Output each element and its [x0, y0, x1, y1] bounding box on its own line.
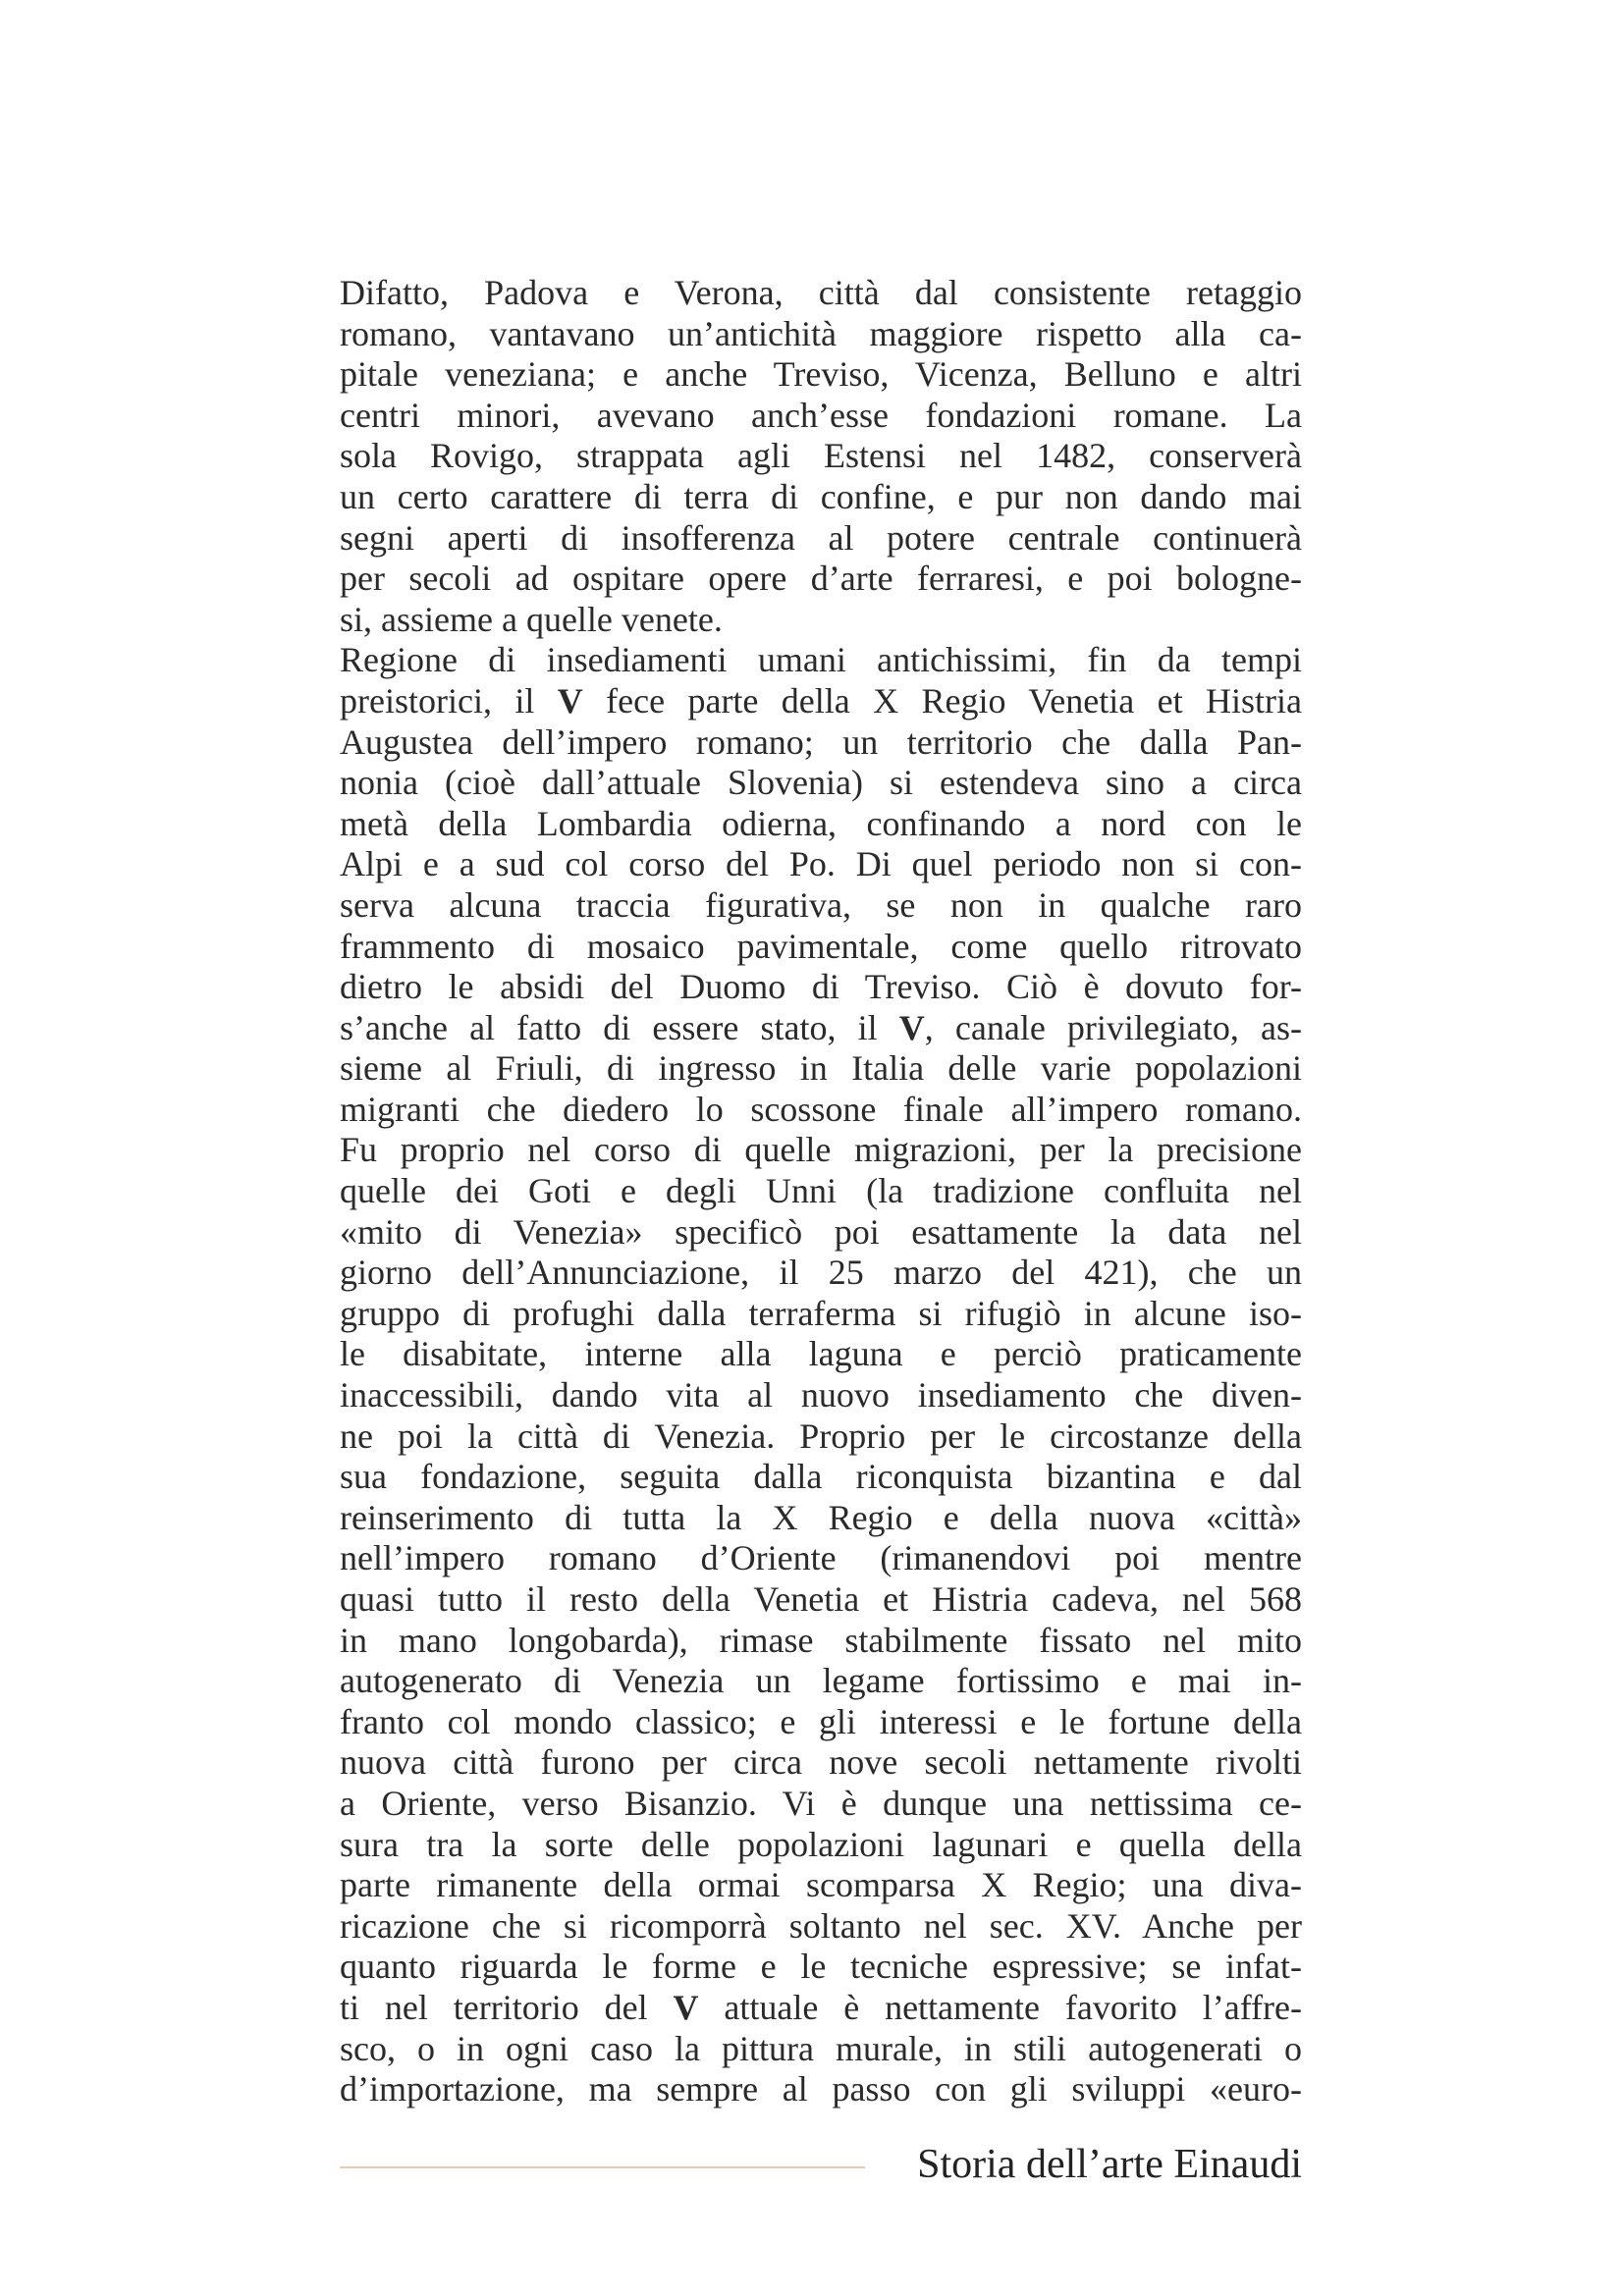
text-line: s’anche al fatto di essere stato, il V, canale privilegiato, as- [340, 1007, 1302, 1047]
region-abbrev: V [673, 1987, 699, 2027]
text-line: Difatto, Padova e Verona, città dal consistente retaggio [340, 273, 1302, 312]
text-line: frammento di mosaico pavimentale, come quello ritrovato [340, 926, 1302, 966]
text-line: sco, o in ogni caso la pittura murale, in stili autogenerati o [340, 2028, 1302, 2068]
text-line: Regione di insediamenti umani antichissimi, fin da tempi [340, 640, 1302, 680]
text-line: per secoli ad ospitare opere d’arte ferraresi, e poi bologne- [340, 559, 1302, 599]
text-line: nell’impero romano d’Oriente (rimanendovi poi mentre [340, 1538, 1302, 1578]
text-line: parte rimanente della ormai scomparsa X Regio; una diva- [340, 1865, 1302, 1905]
text-line: Fu proprio nel corso di quelle migrazioni, per la precisione [340, 1130, 1302, 1170]
text-line: quelle dei Goti e degli Unni (la tradizione confluita nel [340, 1171, 1302, 1211]
text-line: serva alcuna traccia figurativa, se non in qualche raro [340, 884, 1302, 925]
text-line: un certo carattere di terra di confine, e pur non dando mai [340, 476, 1302, 516]
text-line: centri minori, avevano anch’esse fondazioni romane. La [340, 395, 1302, 435]
text-line: sua fondazione, seguita dalla riconquista bizantina e dal [340, 1457, 1302, 1497]
text-line: sola Rovigo, strappata agli Estensi nel 1482, conserverà [340, 436, 1302, 476]
text-line: ne poi la città di Venezia. Proprio per le circostanze della [340, 1415, 1302, 1456]
text-line: preistorici, il V fece parte della X Regio Venetia et Histria [340, 680, 1302, 721]
text-line: dietro le absidi del Duomo di Treviso. Ciò è dovuto for- [340, 967, 1302, 1007]
text-line: franto col mondo classico; e gli interessi e le fortune della [340, 1701, 1302, 1741]
text-line: ricazione che si ricomporrà soltanto nel sec. XV. Anche per [340, 1905, 1302, 1946]
region-abbrev: V [898, 1007, 925, 1047]
body-text [340, 273, 1302, 2110]
text-line: metà della Lombardia odierna, confinando a nord con le [340, 803, 1302, 843]
text-line: segni aperti di insofferenza al potere centrale continuerà [340, 517, 1302, 558]
text-line: nonia (cioè dall’attuale Slovenia) si estendeva sino a circa [340, 763, 1302, 803]
text-line: Alpi e a sud col corso del Po. Di quel periodo non si con- [340, 844, 1302, 884]
text-line: in mano longobarda), rimase stabilmente fissato nel mito [340, 1620, 1302, 1660]
text-line: quanto riguarda le forme e le tecniche espressive; se infat- [340, 1947, 1302, 1987]
text-line: reinserimento di tutta la X Regio e della nuova «città» [340, 1497, 1302, 1537]
text-line: inaccessibili, dando vita al nuovo insediamento che diven- [340, 1375, 1302, 1415]
text-line: gruppo di profughi dalla terraferma si rifugiò in alcune iso- [340, 1293, 1302, 1333]
footer-title: Storia dell’arte Einaudi [917, 2142, 1302, 2187]
text-line: sieme al Friuli, di ingresso in Italia delle varie popolazioni [340, 1048, 1302, 1089]
text-line: quasi tutto il resto della Venetia et Histria cadeva, nel 568 [340, 1579, 1302, 1619]
region-abbrev: V [557, 680, 583, 721]
text-line: le disabitate, interne alla laguna e perciò praticamente [340, 1334, 1302, 1374]
text-line: giorno dell’Annunciazione, il 25 marzo del 421), che un [340, 1253, 1302, 1293]
footer-rule [340, 2166, 865, 2168]
text-line: «mito di Venezia» specificò poi esattamente la data nel [340, 1211, 1302, 1252]
text-line: nuova città furono per circa nove secoli nettamente rivolti [340, 1742, 1302, 1783]
text-line: Augustea dell’impero romano; un territorio che dalla Pan- [340, 721, 1302, 762]
text-line: a Oriente, verso Bisanzio. Vi è dunque una nettissima ce- [340, 1783, 1302, 1823]
text-line: autogenerato di Venezia un legame fortissimo e mai in- [340, 1661, 1302, 1701]
text-line: ti nel territorio del V attuale è nettamente favorito l’affre- [340, 1987, 1302, 2027]
text-line: pitale veneziana; e anche Treviso, Vicenza, Belluno e altri [340, 354, 1302, 395]
text-line: si, assieme a quelle venete. [340, 599, 723, 639]
text-line: migranti che diedero lo scossone finale all’impero romano. [340, 1089, 1302, 1129]
text-line: sura tra la sorte delle popolazioni lagunari e quella della [340, 1824, 1302, 1864]
text-line: d’importazione, ma sempre al passo con gli sviluppi «euro- [340, 2069, 1302, 2109]
text-line: romano, vantavano un’antichità maggiore rispetto alla ca- [340, 313, 1302, 353]
